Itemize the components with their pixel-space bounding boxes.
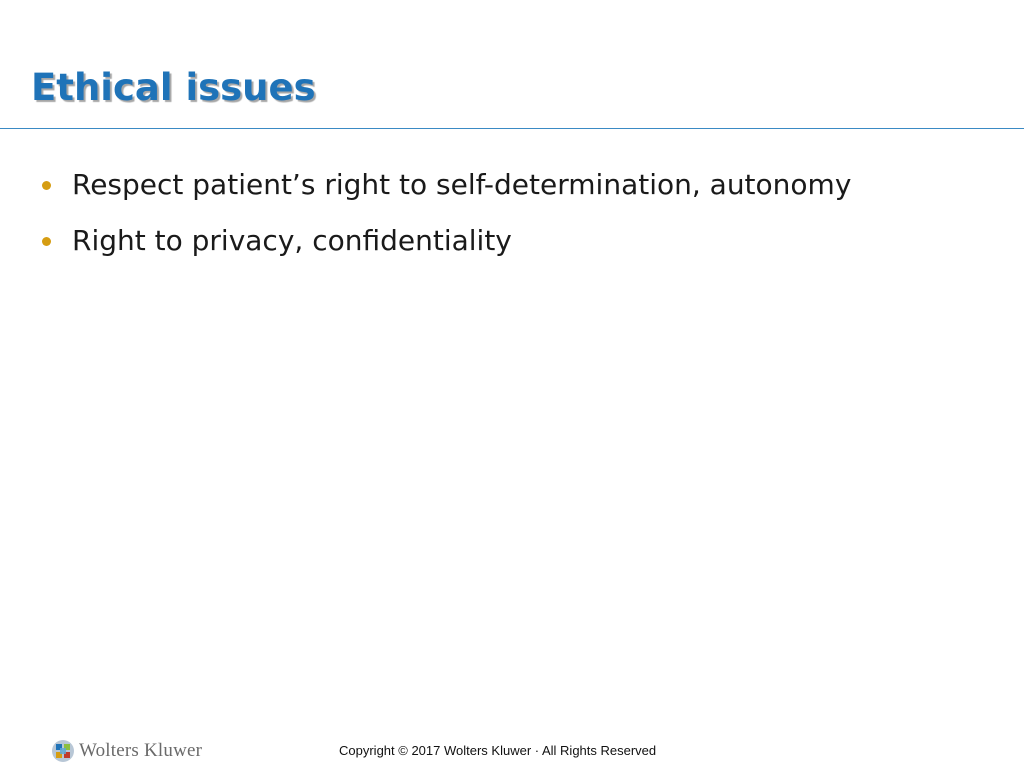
bullet-text: Respect patient’s right to self-determination, autonomy xyxy=(72,168,852,201)
title-divider xyxy=(0,128,1024,129)
bullet-dot-icon xyxy=(42,181,51,190)
bullet-list xyxy=(38,163,998,275)
wolters-kluwer-logo xyxy=(51,738,202,764)
bullet-dot-icon xyxy=(42,237,51,246)
wolters-kluwer-logo-icon xyxy=(51,739,75,763)
copyright-text: Copyright © 2017 Wolters Kluwer · All Rights Reserved xyxy=(339,743,657,758)
logo-text: Wolters Kluwer xyxy=(79,740,203,761)
slide-title: Ethical issues xyxy=(31,66,316,109)
bullet-item xyxy=(38,219,998,275)
bullet-text: Right to privacy, confidentiality xyxy=(72,224,512,257)
bullet-item xyxy=(38,163,998,219)
